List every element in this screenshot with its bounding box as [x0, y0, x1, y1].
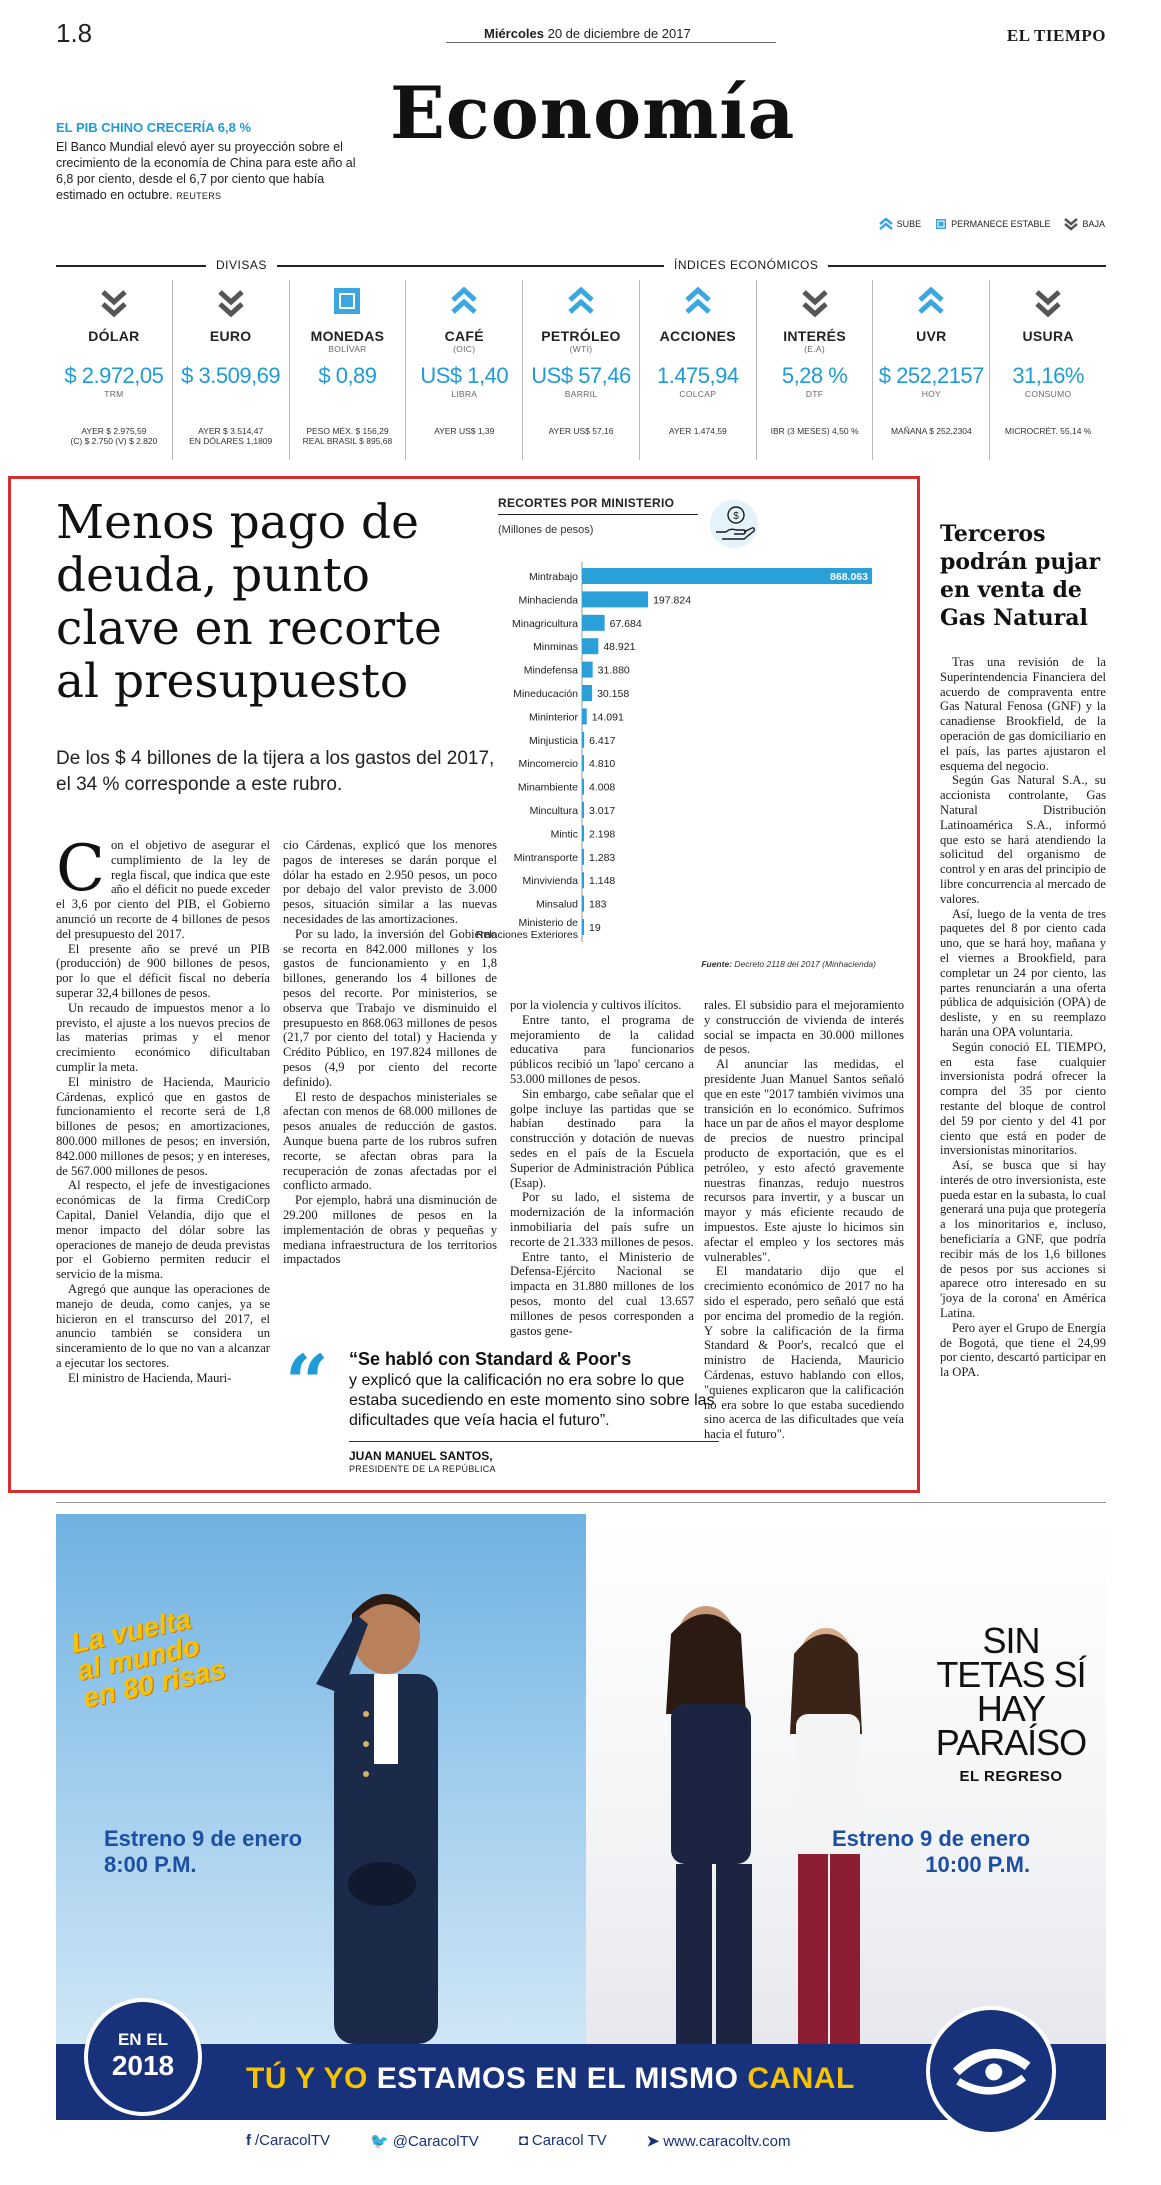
chart-category-line: Minagricultura: [512, 617, 578, 630]
indicator-trend: [523, 286, 639, 326]
indicator-1: [173, 280, 290, 460]
brief-title: EL PIB CHINO CRECERÍA 6,8 %: [56, 120, 252, 135]
chart-bar: [582, 896, 584, 912]
paragraph: Agregó que aunque las operaciones de manejo de deuda, como canjes, ya se hicieron en el transcurso del 2017, el anuncio también se considera un sinceramiento de lo que no van a alcanzar a ejecutar los sectores.: [56, 1281, 270, 1370]
chart-category-line: Mintransporte: [513, 851, 578, 864]
indicator-trend: [173, 286, 289, 326]
chart-category-line: Ministerio de: [518, 917, 578, 929]
masthead: [56, 18, 1106, 52]
news-brief: [56, 120, 356, 204]
side-article-title: Terceros podrán pujar en venta de Gas Natural: [940, 521, 1101, 631]
paragraph: Pero ayer el Grupo de Energía de Bogotá, que tiene el 24,99 por ciento, descartó participar en la OPA.: [940, 1320, 1106, 1380]
show1-premiere: [104, 1826, 302, 1878]
side-article-body: [940, 655, 1106, 1380]
chart-value-label: 31.880: [597, 664, 630, 677]
indicator-foot-line1: MICROCRÉT. 55,14 %: [1004, 426, 1092, 436]
chart-value-label: 67.684: [609, 617, 642, 630]
ad-divider: [56, 1502, 1106, 1503]
indicator-foot-line2: REAL BRASIL $ 895,68: [302, 436, 393, 446]
chart-unit: (Millones de pesos): [498, 524, 594, 536]
show1-title: La vuelta al mundo en 80 risas: [68, 1603, 229, 1714]
paragraph-text: on el objetivo de asegurar el cumplimiento de la ley de regla fiscal, que indica que este año el déficit no puede exceder el 3,6 por ciento del PIB, el Gobierno anunció un recorte de 4 billones de pesos del presupuesto del 2017.: [56, 838, 270, 941]
show1-premiere-date: Estreno 9 de enero: [104, 1826, 303, 1851]
indicator-foot-line1: AYER $ 3.514,47: [198, 426, 264, 436]
chart-category-label: [523, 875, 579, 887]
newspaper-brand: EL TIEMPO: [1006, 26, 1106, 45]
paragraph: El mandatario dijo que el crecimiento económico de 2017 no ha sido el esperado, pero señaló que está por encima del promedio de la región. Y sobre la calificación de la firma Standard & Poor's, recalcó que el ministro de Hacienda, Mauricio Cárdenas, estuvo hablando con ellos, "quienes explicaron que la calificación no era sobre lo que estaba sucediendo sino acerca de las dificultades que veía hacia el futuro".: [704, 1264, 904, 1442]
indicator-sub: [990, 344, 1106, 355]
chart-category-line: Minambiente: [517, 781, 578, 794]
chart-category-line: Mintic: [550, 828, 578, 841]
paragraph: Al respecto, el jefe de investigaciones económicas de la firma CrediCorp Capital, Daniel Velandia, dijo que el menor impacto del dólar sobre las operaciones de manejo de deuda previstas por el Gobierno permiten reducir el servicio de la misma.: [56, 1178, 270, 1282]
indicator-8: [990, 280, 1106, 460]
brief-text: El Banco Mundial elevó ayer su proyección sobre el crecimiento de la economía de China para este año al 6,8 por ciento, desde el 6,7 por ciento que había estimado en octubre.: [56, 140, 356, 202]
chart-category-line: Minvivienda: [522, 875, 578, 888]
trend-down-icon: [801, 286, 829, 320]
chart-category-label: [524, 665, 578, 677]
chart-value-label: 6.417: [589, 734, 616, 747]
chart-bar: [582, 591, 648, 607]
quote-lead: “Se habló con Standard & Poor's: [349, 1349, 632, 1369]
indicator-value: US$ 1,40: [420, 363, 509, 388]
paragraph: Así, luego de la venta de tres paquetes del 8 por ciento cada uno, que se hará hoy, mañana y el viernes a Brookfield, para completar un 24 por ciento, las partes renunciarán a una oferta pública de adquisición (OPA) de desliste, y en su reemplazo harán una OPA voluntaria.: [940, 906, 1106, 1039]
chart-category-label: [512, 618, 578, 630]
ad-slogan-bar: [56, 2030, 1106, 2120]
social-twitter-label: @CaracolTV: [392, 2133, 479, 2150]
chart-category-label: [518, 594, 578, 606]
indicator-foot-line1: MAÑANA $ 252,2304: [890, 426, 972, 436]
chart-category-line: Minminas: [533, 641, 578, 654]
issue-date-rest: 20 de diciembre de 2017: [547, 26, 691, 41]
chart-bar: [582, 708, 587, 724]
paragraph: Según conoció EL TIEMPO, en esta fase cualquier inversionista podrá ofrecer la compra del 35 por ciento restante del bloque de control del 59 por ciento y del 41 por ciento que está en poder de inversionistas minoritarios.: [940, 1039, 1106, 1158]
paragraph: rales. El subsidio para el mejoramiento y construcción de vivienda de interés social se impacta en 30.000 millones de pesos.: [704, 998, 904, 1057]
chart-bar: [582, 919, 584, 935]
chart-bar: [582, 685, 592, 701]
indicator-foot-line1: AYER US$ 1,39: [434, 426, 495, 436]
indicator-value: 5,28 %: [781, 363, 848, 388]
paragraph: El resto de despachos ministeriales se afectan con menos de 68.000 millones de pesos anuales de reducción de gastos. Aunque buena parte de los rubros sufren recorte, se afectan obras para la recuperación de zonas afectadas por el conflicto armado.: [283, 1089, 497, 1193]
chart-bar: [582, 779, 584, 795]
quote-text: [349, 1349, 729, 1431]
ad-slogan-part2: ESTAMOS EN EL MISMO: [367, 2062, 748, 2095]
drop-cap: C: [56, 832, 105, 906]
trend-down-icon: [1034, 286, 1062, 320]
chart-category-line: Minjusticia: [528, 734, 578, 747]
paragraph: Por ejemplo, habrá una disminución de 29.200 millones de pesos en la implementación de obras y pequeñas y mediana infraestructura de los territorios impactados: [283, 1193, 497, 1267]
article-subhead: De los $ 4 billones de la tijera a los gastos del 2017, el 34 % corresponde a este rubro.: [56, 748, 495, 795]
chart-category-label: [529, 711, 579, 723]
paragraph: El ministro de Hacienda, Mauri-: [68, 1370, 232, 1385]
indicator-foot: [757, 426, 873, 436]
quote-author: JUAN MANUEL SANTOS,: [349, 1449, 493, 1463]
indicator-sub: (E.A): [804, 344, 826, 354]
chart-value-label: 2.198: [589, 828, 616, 841]
trend-up-icon: [917, 286, 945, 320]
ad-left-panel: [56, 1514, 586, 2044]
paragraph: Un recaudo de impuestos menor a lo previsto, el ajuste a los nuevos precios de las materias primas y el menor crecimiento económico dificultaban cumplir la meta.: [56, 1000, 270, 1074]
indicator-name: UVR: [916, 328, 947, 344]
twitter-icon: 🐦: [370, 2133, 389, 2150]
indicator-6: [757, 280, 874, 460]
legend-up-label: SUBE: [896, 219, 922, 229]
indicator-sub: BOLÍVAR: [328, 344, 367, 354]
chart-bar: [582, 732, 584, 748]
indicator-foot: [873, 426, 989, 436]
indicators-strip: [56, 280, 1106, 460]
indicator-name: EURO: [209, 328, 252, 344]
chart-category-label: [530, 805, 579, 817]
social-twitter[interactable]: [370, 2132, 479, 2150]
quote-role: PRESIDENTE DE LA REPÚBLICA: [349, 1464, 496, 1474]
chart-category-label: [518, 782, 578, 794]
indicator-value: 1.475,94: [656, 363, 739, 388]
chart-category-label: [529, 735, 578, 747]
indicator-note: TRM: [104, 389, 124, 399]
brief-body: [56, 139, 356, 204]
article-column-4: [704, 998, 904, 1442]
trend-down-icon: [1064, 218, 1078, 230]
indicator-foot: [406, 426, 522, 436]
paragraph: El presente año se prevé un PIB (producción) de 900 billones de pesos, por lo que el déficit fiscal no debería superar 32,4 billones de pesos.: [56, 941, 270, 1000]
paragraph: Entre tanto, el Ministerio de Defensa-Ejército Nacional se impacta en 31.880 millones de los pesos, monto del cual 13.657 millones de pesos corresponden a gastos gene-: [510, 1249, 694, 1338]
issue-date-day: Miércoles: [484, 26, 544, 41]
trend-up-icon: [684, 286, 712, 320]
social-facebook[interactable]: [246, 2132, 330, 2150]
legend-up: [879, 218, 922, 230]
chart-category-line: Mintrabajo: [528, 571, 578, 583]
indicator-7: [873, 280, 990, 460]
indicator-name: ACCIONES: [659, 328, 736, 344]
indicator-foot-line1: PESO MÉX. $ 156,29: [306, 426, 389, 436]
indicator-sub: (OIC): [453, 344, 476, 354]
chart-category-line: Mincomercio: [518, 758, 578, 771]
indicator-note: COLCAP: [679, 389, 717, 399]
chart-category-line: Mineducación: [513, 688, 578, 700]
indicators-header: [56, 258, 1106, 272]
social-web[interactable]: [647, 2132, 791, 2150]
indicator-trend: [990, 286, 1106, 326]
paragraph: Según Gas Natural S.A., su accionista controlante, Gas Natural Distribución Latinoamérica S.A., informó que esto se hará atendiendo la solicitud del organismo de control y en aras del principio de libre concurrencia al mercado de valores.: [940, 773, 1106, 906]
web-arrow-icon: ➤: [646, 2133, 660, 2150]
chart-value-label: 4.810: [589, 758, 616, 771]
indicator-name: MONEDAS: [310, 328, 385, 344]
indicator-name: USURA: [1022, 328, 1074, 344]
quote-rest: y explicó que la calificación no era sobre lo que estaba sucediendo en este momento sino sobre las dificultades que veía hacia el futuro”.: [349, 1372, 715, 1429]
indicator-foot-line2: EN DÓLARES 1,1809: [189, 436, 273, 446]
chart-bar: [582, 872, 584, 888]
paragraph: Así, se busca que si hay interés de otro inversionista, este pueda estar en la subasta, lo cual generará una puja que protegería a los minoritarios e, incluso, beneficiaría a GNF, que podría recibir más de los 1,6 billones de pesos por sus acciones si aparece otro interesado en su 'joya de la corona' en América Latina.: [940, 1158, 1106, 1321]
chart-value-label: 1.148: [589, 875, 616, 888]
legend-down: [1064, 218, 1105, 230]
chart-category-line: Mincultura: [529, 805, 578, 817]
chart-category-label: [518, 758, 578, 770]
indicator-foot-line1: AYER $ 2.975,59: [81, 426, 147, 436]
chart-category-label: [533, 641, 578, 653]
article-column-1: [56, 832, 270, 1385]
chart-bar: [582, 615, 605, 631]
chart-value-label: 197.824: [653, 594, 692, 607]
paragraph: El ministro de Hacienda, Mauricio Cárdenas, explicó que en gastos de funcionamiento el recorte será de 1,8 billones de pesos; en amortizaciones, 800.000 millones de pesos; en inversión, 842.000 millones de pesos; y en intereses, de 567.000 millones de pesos.: [56, 1074, 270, 1178]
chart-category-label: [513, 688, 578, 700]
indicator-foot: [56, 426, 172, 446]
chart-category-line: Minsalud: [535, 898, 578, 911]
trend-up-icon: [879, 218, 893, 230]
date-divider: [446, 42, 776, 43]
chart-category-line: Mininterior: [528, 711, 578, 724]
indicator-value: $ 2.972,05: [64, 363, 164, 388]
ad-social-links: [246, 2132, 790, 2150]
indicator-name: CAFÉ: [444, 328, 484, 344]
chart-bar: [582, 825, 584, 841]
actresses-illustration: [616, 1594, 916, 2044]
indicator-trend: [757, 286, 873, 326]
social-instagram[interactable]: [519, 2132, 607, 2150]
social-facebook-label: /CaracolTV: [255, 2132, 331, 2149]
chart-source-label: Fuente:: [701, 959, 733, 969]
indicator-value: $ 252,2157: [878, 363, 984, 388]
chart-value-label: 3.017: [589, 805, 616, 817]
paragraph: por la violencia y cultivos ilícitos.: [510, 998, 682, 1012]
legend-stable: [935, 218, 1050, 230]
article-column-3: [510, 998, 694, 1338]
chart-source-text: Decreto 2118 del 2017 (Minhacienda): [734, 959, 876, 969]
chart-value-label: 14.091: [591, 711, 624, 724]
paragraph: Al anunciar las medidas, el presidente Juan Manuel Santos señaló que en este "2017 también vivimos una transición en lo económico. Sufrimos hace un par de años el mayor desplome de precios de nuestro principal producto de exportación, que es el petróleo, y esto afectó gravemente nuestras finanzas, redujo nuestros recursos para invertir, y a buscar un mayor y más eficiente recaudo de impuestos. Este ajuste lo hicimos sin afectar el empleo y los sectores más vulnerables".: [704, 1057, 904, 1264]
indicator-name: PETRÓLEO: [541, 328, 621, 344]
show2-title-block: [926, 1620, 1096, 1785]
trend-stable-icon: [332, 286, 362, 316]
paragraph: cio Cárdenas, explicó que los menores pagos de intereses se darán porque el dólar ha estado en 2.950 pesos, un poco por debajo del valor previsto de 3.000 pesos, situación similar a las nuevas necesidades de las amortizaciones.: [283, 838, 497, 926]
indicator-5: [640, 280, 757, 460]
chart-category-line: Relaciones Exteriores: [475, 929, 578, 941]
legend-stable-label: PERMANECE ESTABLE: [951, 219, 1051, 229]
trend-down-icon: [217, 286, 245, 320]
trend-up-icon: [567, 286, 595, 320]
section-title: Economía: [390, 70, 796, 155]
indicator-2: [290, 280, 407, 460]
indicator-value: 31,16%: [1012, 363, 1084, 388]
indicator-note: LIBRA: [451, 389, 478, 399]
indicator-sub: (WTI): [569, 344, 593, 354]
paragraph: Tras una revisión de la Superintendencia Financiera del acuerdo de compraventa entre Gas Natural Fenosa (GNF) y la canadiense Brookfield, de la operación de gas domiciliario en el país, las partes ajustaron el esquema del negocio.: [940, 655, 1106, 773]
ad-slogan-part3: CANAL: [747, 2062, 855, 2095]
indicator-0: [56, 280, 173, 460]
article-headline: Menos pago de deuda, punto clave en recorte al presupuesto: [56, 495, 442, 709]
indicator-sub: [56, 344, 172, 355]
brief-source: REUTERS: [176, 191, 222, 201]
pilot-figure-illustration: [286, 1574, 486, 2044]
indicator-name: INTERÉS: [783, 328, 846, 344]
show2-premiere: [832, 1826, 1030, 1878]
ministry-cuts-chart: [475, 490, 896, 970]
indicator-foot: [990, 426, 1106, 436]
page-number: 1.8: [56, 18, 93, 48]
indicator-4: [523, 280, 640, 460]
chart-category-label: [514, 852, 578, 864]
chart-value-label: 30.158: [597, 688, 630, 700]
indicator-foot-line1: AYER 1.474,59: [668, 426, 727, 436]
facebook-icon: f: [246, 2132, 251, 2149]
indicator-note: DTF: [805, 389, 824, 399]
indicator-value: US$ 57,46: [531, 363, 631, 388]
article-column-2: [283, 838, 497, 1267]
indices-label: ÍNDICES ECONÓMICOS: [664, 258, 828, 272]
indicator-value: $ 0,89: [318, 363, 377, 388]
ad-footer-bar: [56, 2030, 1106, 2162]
chart-value-label: 1.283: [589, 851, 616, 864]
chart-bar: [582, 568, 872, 584]
chart-value-label: 48.921: [603, 641, 636, 654]
indicator-note: BARRIL: [564, 389, 598, 399]
show2-subtitle: EL REGRESO: [959, 1768, 1063, 1785]
ad-slogan-part1: TÚ Y YO: [246, 2062, 368, 2095]
chart-value-label: 19: [589, 922, 601, 934]
chart-source: [701, 959, 876, 969]
paragraph: Por su lado, el sistema de modernización de la información inmobiliaria del país sufre un recorte de 21.333 millones de pesos.: [510, 1190, 694, 1249]
indicator-foot-line1: AYER US$ 57,16: [548, 426, 614, 436]
indicator-trend: [406, 286, 522, 326]
indicator-trend: [290, 286, 406, 326]
chart-category-label: [536, 899, 578, 911]
show1-premiere-time: 8:00 P.M.: [104, 1852, 197, 1877]
indicator-trend: [640, 286, 756, 326]
indicator-sub: [173, 344, 289, 355]
quote-mark-icon: “: [285, 1338, 329, 1427]
paragraph: Entre tanto, el programa de mejoramiento de la calidad educativa para funcionarios públicos recibió un 'lapo' cercano a 53.000 millones de pesos.: [510, 1012, 694, 1086]
indicator-foot: [173, 426, 289, 446]
indicator-foot-line2: (C) $ 2.750 (V) $ 2.820: [70, 436, 158, 446]
chart-value-label: 868.063: [830, 571, 868, 583]
instagram-icon: ◘: [518, 2132, 528, 2149]
ad-year-line2: 2018: [111, 2050, 175, 2081]
indicator-value: $ 3.509,69: [181, 363, 281, 388]
chart-plot: [475, 490, 896, 970]
ad-year-badge: [84, 1998, 202, 2116]
chart-bar: [582, 638, 598, 654]
ad-year-line1: EN EL: [117, 2030, 169, 2049]
show2-premiere-date: Estreno 9 de enero: [832, 1826, 1031, 1851]
currencies-label: DIVISAS: [206, 258, 277, 272]
chart-value-label: 4.008: [589, 781, 616, 794]
issue-date: [476, 26, 699, 41]
trend-up-icon: [450, 286, 478, 320]
indicator-trend: [873, 286, 989, 326]
trend-legend: [879, 218, 1105, 230]
paragraph: [56, 832, 270, 942]
trend-stable-icon: [935, 218, 947, 230]
paragraph: Por su lado, la inversión del Gobierno se recorta en 842.000 millones y los gastos de funcionamiento y en 1,8 billones, generando los 4 billones de pesos del recorte. Por ministerios, se observa que Trabajo ve disminuido el presupuesto en 868.063 millones de pesos (21,7 por ciento del total) y Hacienda y Crédito Público, en 197.824 millones de pesos (4,9 por ciento del recorte definido).: [283, 926, 497, 1089]
indicator-trend: [56, 286, 172, 326]
advertisement[interactable]: [56, 1514, 1106, 2162]
chart-bar: [582, 755, 584, 771]
quote-rule: [349, 1441, 719, 1442]
indicator-foot: [523, 426, 639, 436]
chart-category-label: [551, 828, 578, 840]
indicator-3: [406, 280, 523, 460]
legend-down-label: BAJA: [1082, 219, 1105, 229]
svg-text:$: $: [733, 511, 739, 522]
social-web-label: www.caracoltv.com: [663, 2133, 791, 2150]
chart-category-line: Mindefensa: [523, 664, 578, 677]
indicator-sub: [873, 344, 989, 355]
indicator-foot: [640, 426, 756, 436]
show2-title: SIN TETAS SÍ HAY PARAÍSO: [935, 1620, 1087, 1763]
chart-title: RECORTES POR MINISTERIO: [498, 496, 675, 510]
chart-bar: [582, 849, 584, 865]
indicator-sub: [640, 344, 756, 355]
chart-bar: [582, 802, 584, 818]
chart-bar: [582, 662, 593, 678]
paragraph: Sin embargo, cabe señalar que el golpe incluye las partidas que se habían destinado para la construcción y dotación de nuevas sedes en el país de la Escuela Superior de Administración Pública (Esap).: [510, 1086, 694, 1190]
ad-slogan: [246, 2062, 855, 2096]
indicator-name: DÓLAR: [88, 328, 140, 344]
social-instagram-label: Caracol TV: [531, 2132, 607, 2149]
indicator-note: CONSUMO: [1024, 389, 1072, 399]
indicator-foot: [290, 426, 406, 446]
show2-premiere-time: 10:00 P.M.: [925, 1852, 1031, 1877]
chart-category-label: [529, 571, 578, 583]
chart-value-label: 183: [589, 898, 607, 911]
indicator-foot-line1: IBR (3 MESES) 4,50 %: [770, 426, 859, 436]
indicator-note: HOY: [921, 389, 942, 399]
chart-category-line: Minhacienda: [518, 594, 578, 607]
caracol-logo-icon: [926, 2006, 1056, 2136]
trend-down-icon: [100, 286, 128, 320]
